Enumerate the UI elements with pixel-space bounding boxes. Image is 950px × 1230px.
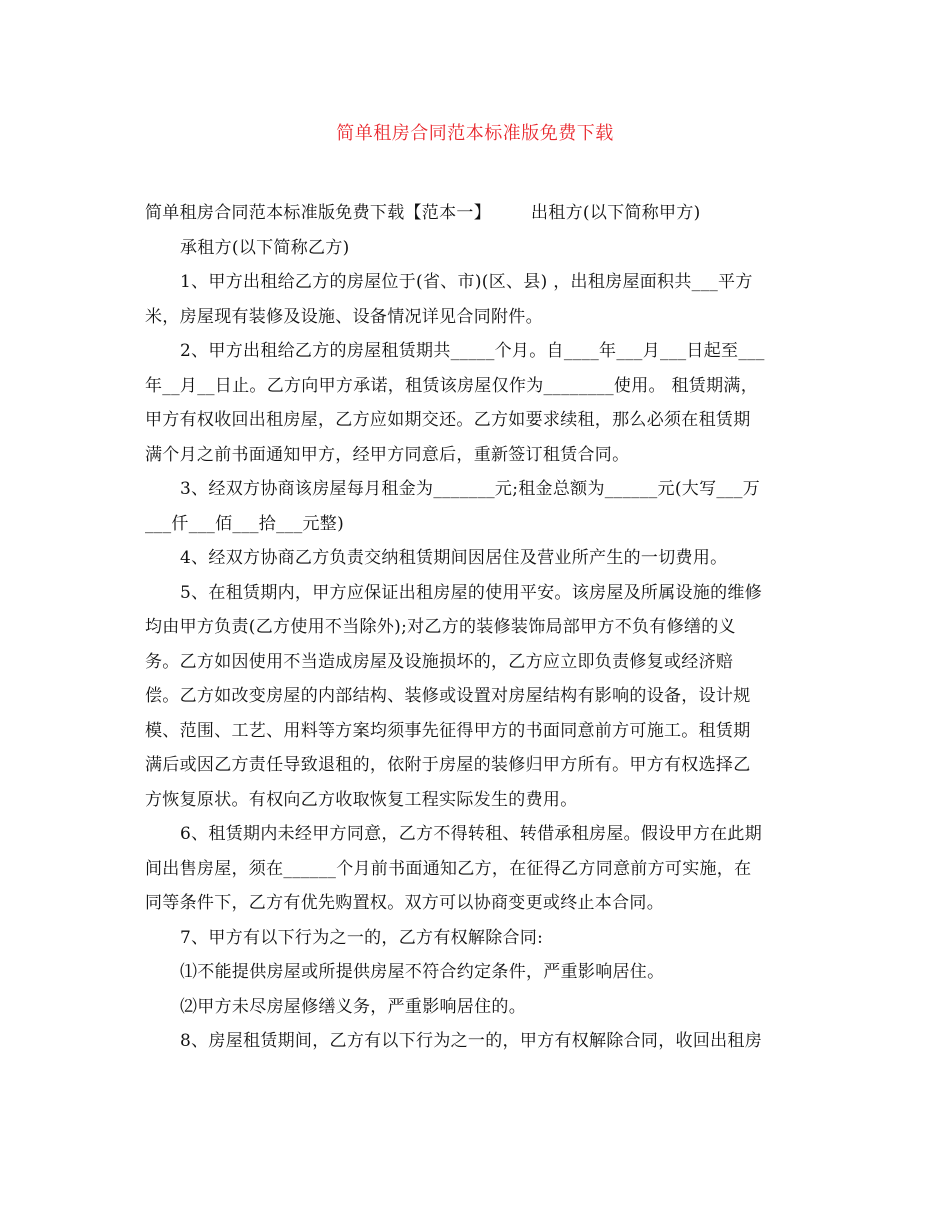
contract-line: 3、经双方协商该房屋每月租金为_______元;租金总额为______元(大写___万: [180, 479, 761, 499]
contract-line: 米，房屋现有装修及设施、设备情况详见合同附件。: [145, 306, 543, 327]
contract-line: 同等条件下，乙方有优先购置权。双方可以协商变更或终止本合同。: [145, 893, 664, 913]
contract-line: 5、在租赁期内，甲方应保证出租房屋的使用平安。该房屋及所属设施的维修: [180, 582, 763, 603]
contract-line: 满后或因乙方责任导致退租的，依附于房屋的装修归甲方所有。甲方有权选择乙: [145, 755, 751, 775]
line-text: 简单租房合同范本标准版免费下载【范本一】: [145, 203, 491, 223]
contract-line: 偿。乙方如改变房屋的内部结构、装修或设置对房屋结构有影响的设备，设计规: [145, 686, 751, 706]
contract-line: 6、租赁期内未经甲方同意，乙方不得转租、转借承租房屋。假设甲方在此期: [180, 824, 763, 844]
contract-line: ⑴不能提供房屋或所提供房屋不符合约定条件，严重影响居住。: [180, 962, 665, 982]
document-title: 简单租房合同范本标准版免费下载: [336, 123, 614, 144]
contract-line: 均由甲方负责(乙方使用不当除外);对乙方的装修装饰局部甲方不负有修缮的义: [145, 617, 736, 637]
contract-line: 2、甲方出租给乙方的房屋租赁期共_____个月。自____年___月___日起至___: [180, 341, 765, 361]
contract-line: 务。乙方如因使用不当造成房屋及设施损坏的，乙方应立即负责修复或经济赔: [145, 651, 734, 672]
contract-line: 8、房屋租赁期间，乙方有以下行为之一的，甲方有权解除合同，收回出租房: [180, 1031, 763, 1051]
contract-body: [145, 196, 810, 1059]
contract-line: 7、甲方有以下行为之一的，乙方有权解除合同:: [180, 927, 544, 948]
contract-line: ⑵甲方未尽房屋修缮义务，严重影响居住的。: [180, 996, 526, 1017]
contract-line: ___仟___佰___拾___元整): [145, 513, 345, 534]
contract-line: 年__月__日止。乙方向甲方承诺，租赁该房屋仅作为________使用。 租赁期满，: [145, 375, 759, 396]
contract-line: 承租方(以下简称乙方): [180, 237, 350, 258]
contract-line: 方恢复原状。有权向乙方收取恢复工程实际发生的费用。: [145, 789, 578, 810]
line-continuation: 出租方(以下简称甲方): [531, 203, 701, 223]
contract-line: 4、经双方协商乙方负责交纳租赁期间因居住及营业所产生的一切费用。: [180, 548, 728, 568]
contract-line: 间出售房屋，须在______个月前书面通知乙方，在征得乙方同意前方可实施，在: [145, 858, 752, 879]
contract-line: 甲方有权收回出租房屋，乙方应如期交还。乙方如要求续租，那么必须在租赁期: [145, 410, 751, 430]
contract-line: 模、范围、工艺、用料等方案均须事先征得甲方的书面同意前方可施工。租赁期: [145, 720, 751, 741]
contract-line: [145, 196, 810, 231]
contract-line: 1、甲方出租给乙方的房屋位于(省、市)(区、县) ，出租房屋面积共___平方: [180, 272, 753, 292]
contract-line: 满个月之前书面通知甲方，经甲方同意后，重新签订租赁合同。: [145, 444, 630, 465]
